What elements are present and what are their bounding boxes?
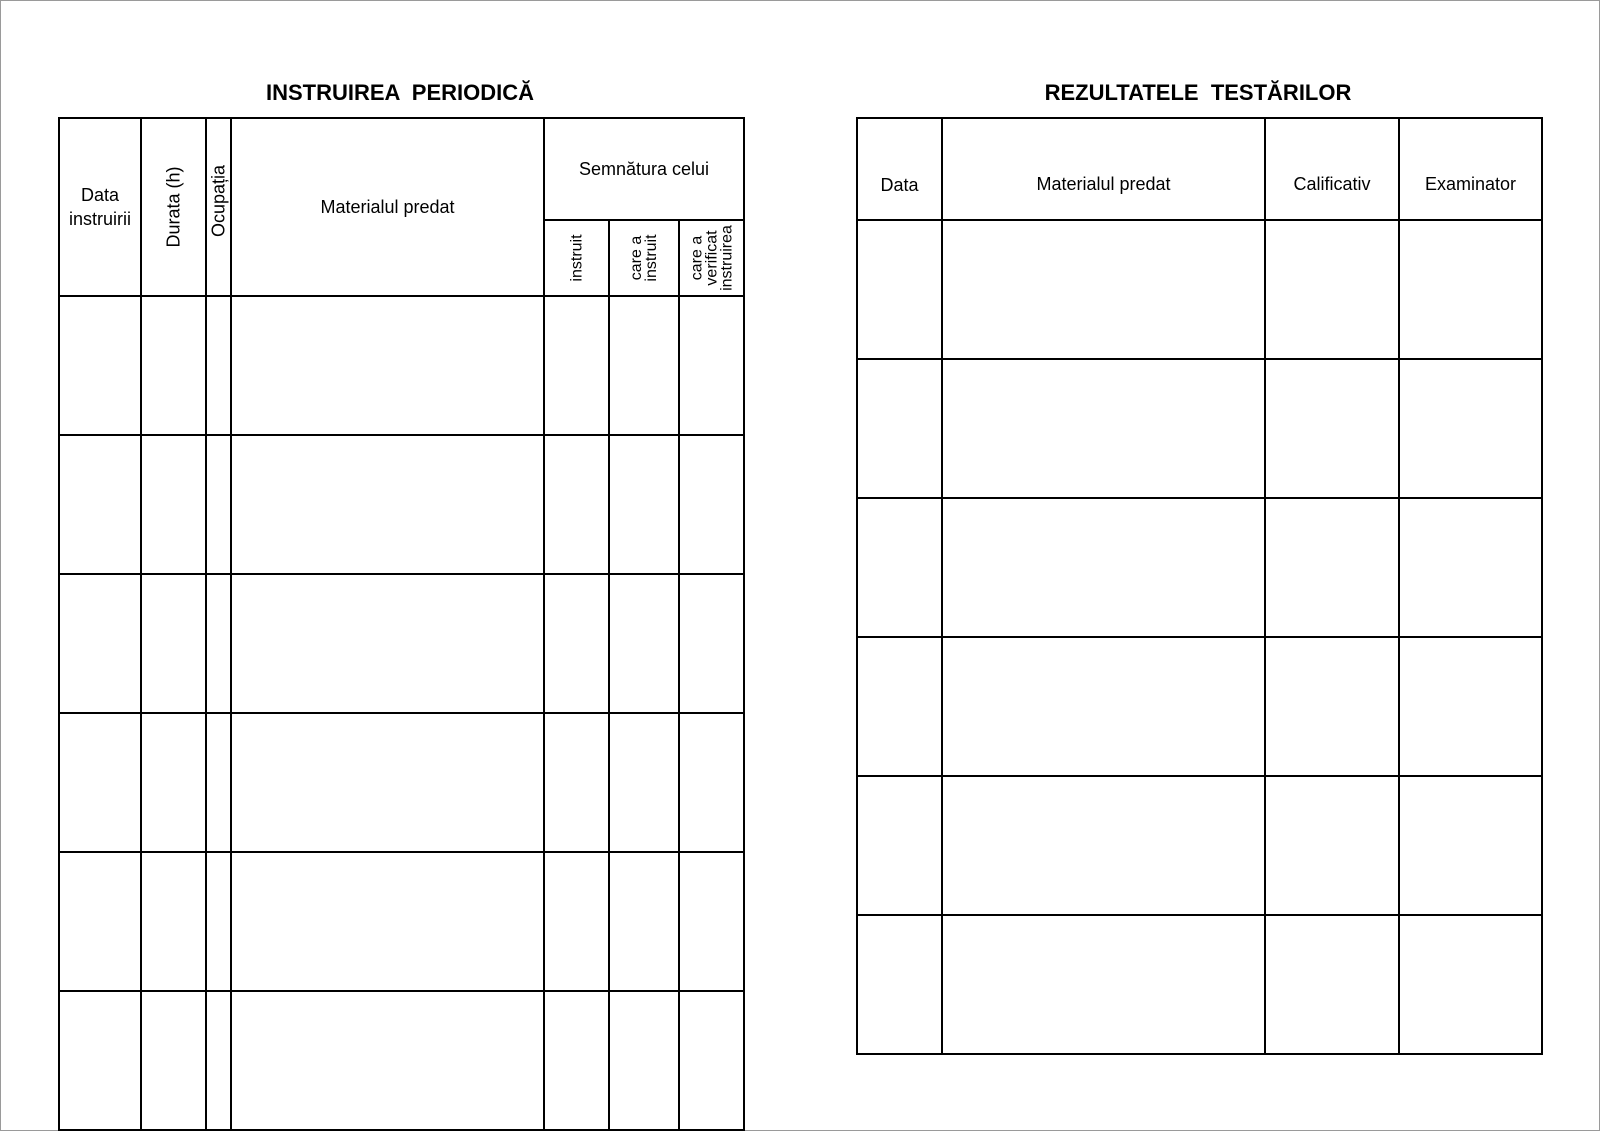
table-row xyxy=(59,296,744,435)
table-cell[interactable] xyxy=(206,713,231,852)
table-cell[interactable] xyxy=(544,852,609,991)
header-row xyxy=(59,118,744,220)
table-cell[interactable] xyxy=(857,220,942,359)
table-cell[interactable] xyxy=(609,435,679,574)
table-row xyxy=(59,574,744,713)
table-cell[interactable] xyxy=(679,574,744,713)
table-cell[interactable] xyxy=(206,574,231,713)
table-cell[interactable] xyxy=(206,852,231,991)
table-cell[interactable] xyxy=(141,852,206,991)
table-cell[interactable] xyxy=(141,574,206,713)
header-row xyxy=(857,118,1542,220)
header-data-label: Data xyxy=(880,174,919,195)
header-data-instruirii xyxy=(59,118,141,296)
table-row xyxy=(857,776,1542,915)
periodic-training-table xyxy=(58,117,745,1131)
table-cell[interactable] xyxy=(544,713,609,852)
table-row xyxy=(59,435,744,574)
table-cell[interactable] xyxy=(1399,776,1542,915)
table-cell[interactable] xyxy=(231,713,544,852)
table-cell[interactable] xyxy=(942,637,1265,776)
table-cell[interactable] xyxy=(1265,776,1399,915)
table-cell[interactable] xyxy=(206,991,231,1130)
header-calificativ-label: Calificativ xyxy=(1293,173,1371,194)
header-care-a-verificat-label xyxy=(689,225,734,291)
table-cell[interactable] xyxy=(231,991,544,1130)
header-durata-label: Durata (h) xyxy=(163,166,183,248)
right-section-title: REZULTATELE TESTĂRILOR xyxy=(1044,80,1352,105)
table-cell[interactable] xyxy=(141,296,206,435)
table-row xyxy=(59,713,744,852)
table-cell[interactable] xyxy=(1265,359,1399,498)
care-verificat-line2: verificat xyxy=(703,230,721,286)
header-care-a-instruit xyxy=(609,220,679,296)
table-cell[interactable] xyxy=(544,296,609,435)
table-cell[interactable] xyxy=(1265,915,1399,1054)
table-cell[interactable] xyxy=(206,296,231,435)
table-cell[interactable] xyxy=(231,435,544,574)
table-cell[interactable] xyxy=(1399,637,1542,776)
header-examinator xyxy=(1399,118,1542,220)
table-cell[interactable] xyxy=(942,498,1265,637)
table-cell[interactable] xyxy=(609,991,679,1130)
care-instruit-line1: care a xyxy=(628,235,645,281)
table-cell[interactable] xyxy=(1265,498,1399,637)
header-ocupatia xyxy=(206,118,231,296)
table-row xyxy=(857,637,1542,776)
care-verificat-line3: instruirea xyxy=(718,225,736,291)
table-cell[interactable] xyxy=(609,852,679,991)
care-instruit-line2: instruit xyxy=(643,234,660,282)
header-data-line1: Data xyxy=(80,185,120,205)
table-cell[interactable] xyxy=(206,435,231,574)
table-cell[interactable] xyxy=(857,915,942,1054)
table-cell[interactable] xyxy=(857,637,942,776)
table-cell[interactable] xyxy=(59,852,141,991)
header-calificativ xyxy=(1265,118,1399,220)
table-cell[interactable] xyxy=(141,991,206,1130)
header-semnatura-label: Semnătura celui xyxy=(578,158,710,179)
table-cell[interactable] xyxy=(609,296,679,435)
table-cell[interactable] xyxy=(544,991,609,1130)
table-cell[interactable] xyxy=(1265,220,1399,359)
header-materialul-predat xyxy=(942,118,1265,220)
table-row xyxy=(59,852,744,991)
table-cell[interactable] xyxy=(679,991,744,1130)
table-cell[interactable] xyxy=(679,296,744,435)
header-materialul-label: Materialul predat xyxy=(1036,173,1171,194)
table-cell[interactable] xyxy=(141,435,206,574)
table-cell[interactable] xyxy=(942,220,1265,359)
header-ocupatia-label: Ocupația xyxy=(208,165,228,238)
table-cell[interactable] xyxy=(59,991,141,1130)
table-cell[interactable] xyxy=(59,713,141,852)
table-cell[interactable] xyxy=(942,359,1265,498)
table-cell[interactable] xyxy=(544,435,609,574)
table-cell[interactable] xyxy=(942,915,1265,1054)
table-cell[interactable] xyxy=(679,713,744,852)
table-row xyxy=(857,915,1542,1054)
table-cell[interactable] xyxy=(857,498,942,637)
header-care-a-verificat xyxy=(679,220,744,296)
table-cell[interactable] xyxy=(1265,637,1399,776)
table-cell[interactable] xyxy=(544,574,609,713)
table-cell[interactable] xyxy=(857,359,942,498)
table-cell[interactable] xyxy=(59,574,141,713)
table-cell[interactable] xyxy=(679,435,744,574)
table-row xyxy=(857,359,1542,498)
care-verificat-line1: care a xyxy=(688,235,706,281)
left-section-title: INSTRUIREA PERIODICĂ xyxy=(265,80,535,105)
table-cell[interactable] xyxy=(231,574,544,713)
table-cell[interactable] xyxy=(231,852,544,991)
header-examinator-label: Examinator xyxy=(1424,173,1517,194)
table-row xyxy=(857,498,1542,637)
header-materialul-label: Materialul predat xyxy=(320,196,455,217)
table-cell[interactable] xyxy=(1399,220,1542,359)
header-care-a-instruit-label xyxy=(629,234,659,281)
table-cell[interactable] xyxy=(1399,498,1542,637)
table-cell[interactable] xyxy=(141,713,206,852)
header-durata xyxy=(141,118,206,296)
table-cell[interactable] xyxy=(1399,359,1542,498)
table-cell[interactable] xyxy=(231,296,544,435)
table-cell[interactable] xyxy=(59,296,141,435)
table-cell[interactable] xyxy=(942,776,1265,915)
header-data xyxy=(857,118,942,220)
test-results-table xyxy=(856,117,1543,1055)
table-cell[interactable] xyxy=(59,435,141,574)
header-instruit xyxy=(544,220,609,296)
table-cell[interactable] xyxy=(1399,915,1542,1054)
table-cell[interactable] xyxy=(609,713,679,852)
table-cell[interactable] xyxy=(857,776,942,915)
table-cell[interactable] xyxy=(609,574,679,713)
header-instruit-label: instruit xyxy=(568,234,585,282)
table-row xyxy=(59,991,744,1130)
header-materialul-predat xyxy=(231,118,544,296)
header-semnatura-celui xyxy=(544,118,744,220)
table-row xyxy=(857,220,1542,359)
table-cell[interactable] xyxy=(679,852,744,991)
header-data-line2: instruirii xyxy=(68,209,131,229)
